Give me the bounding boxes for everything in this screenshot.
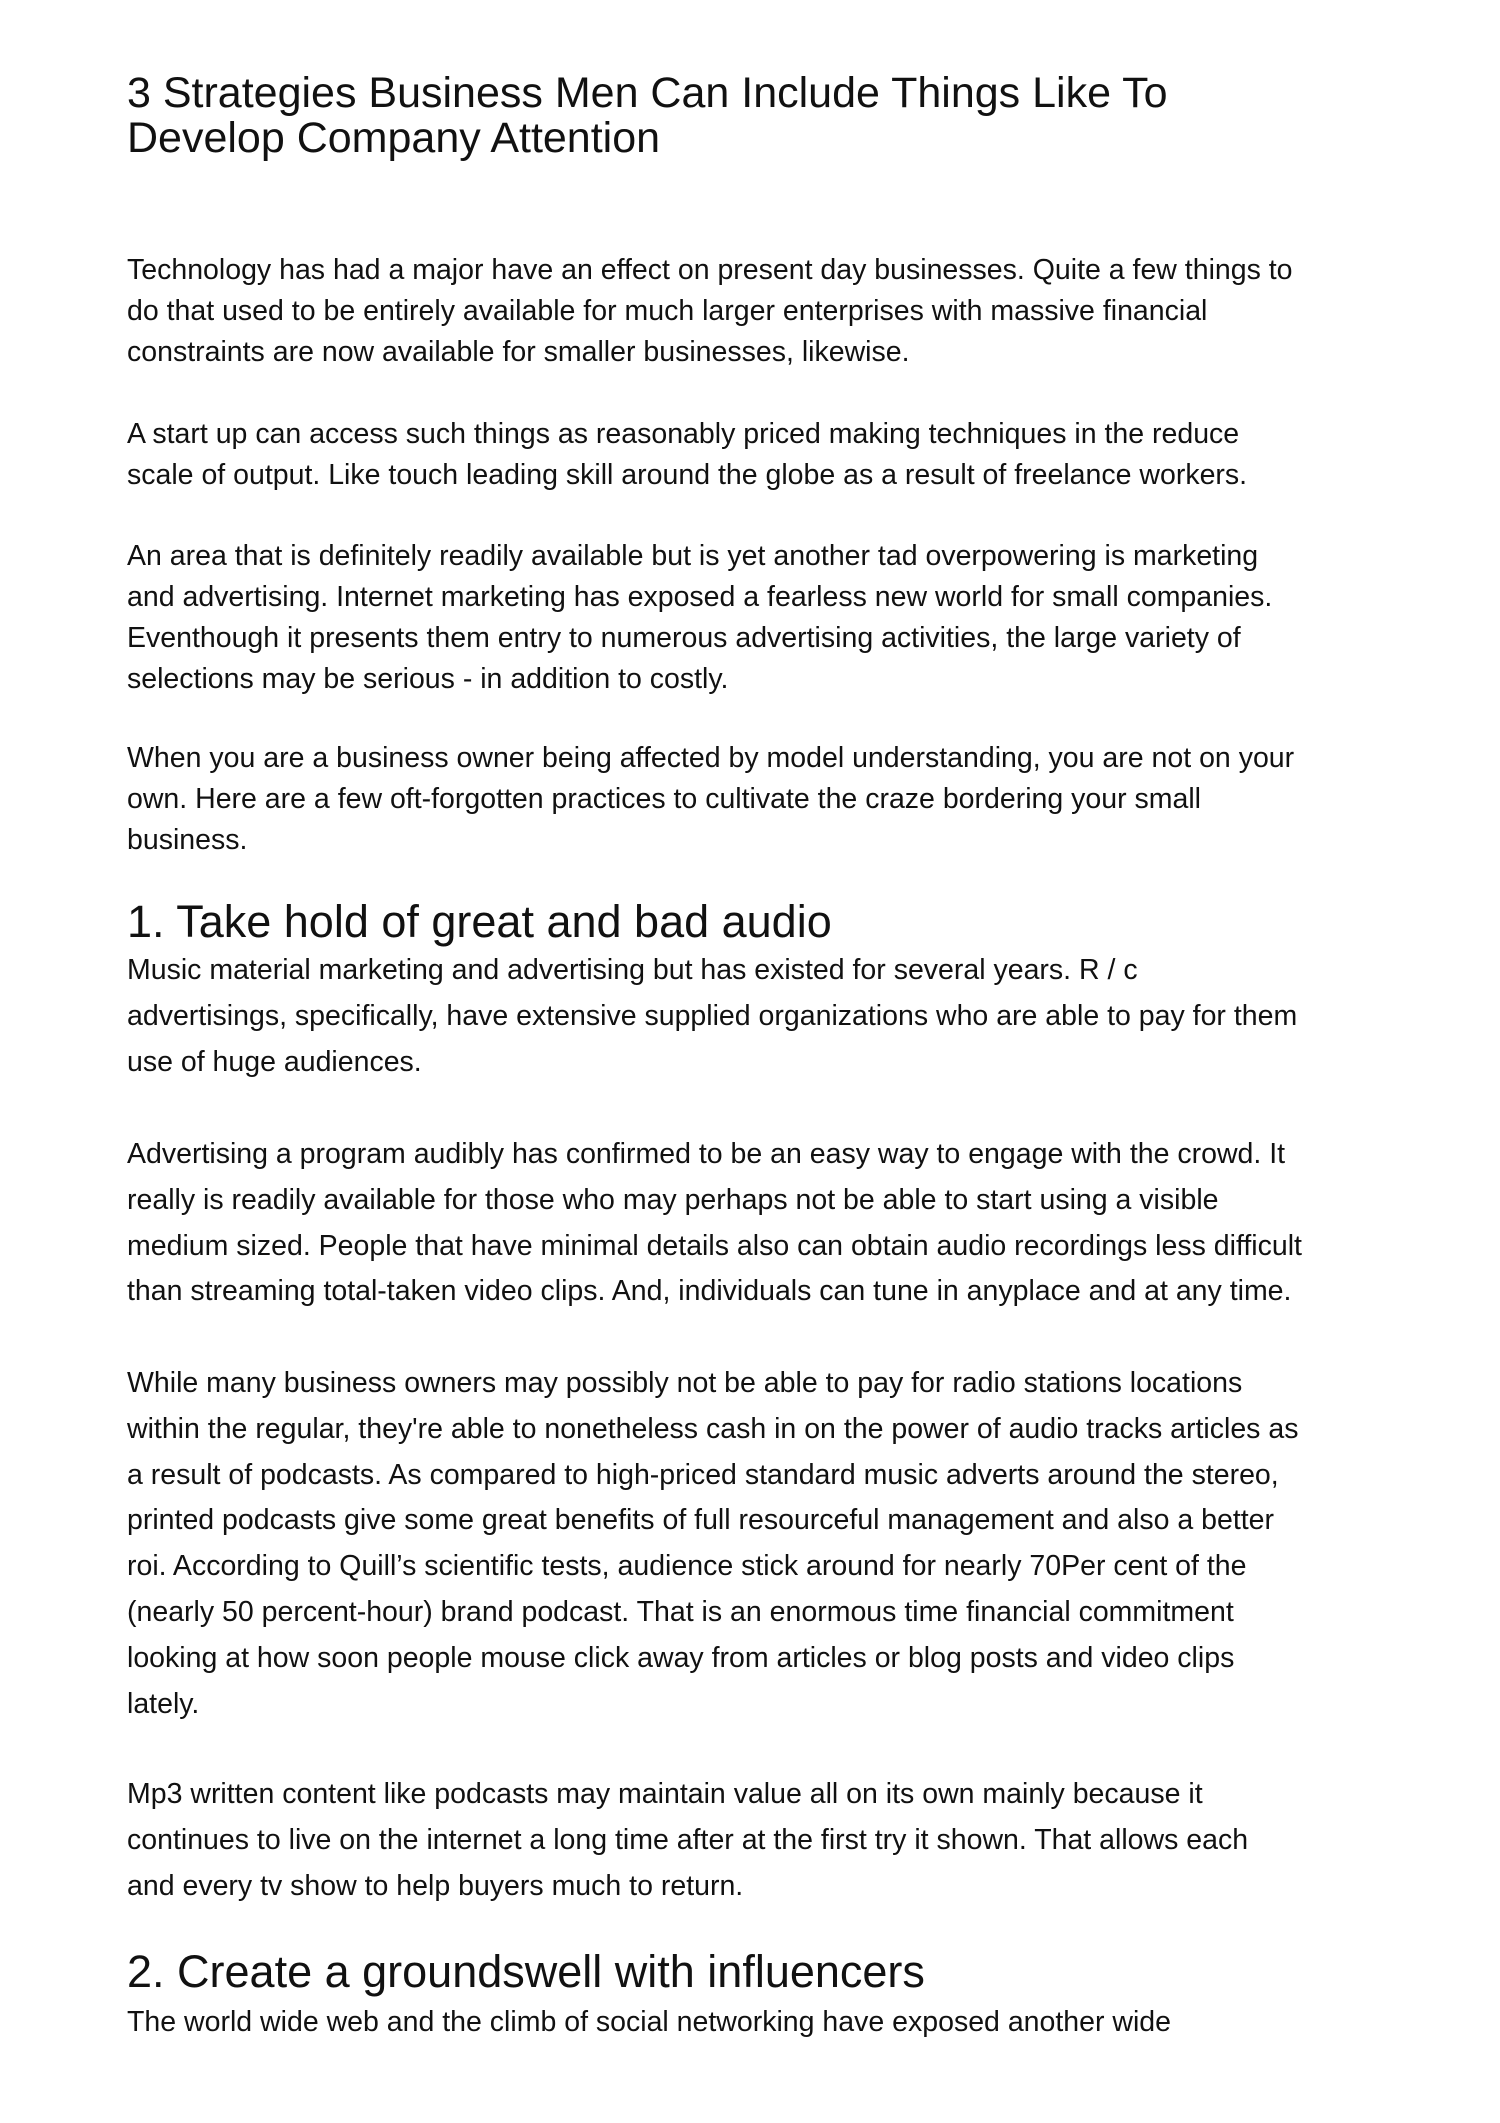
text-line: within the regular, they're able to nonetheless cash in on the power of audio tracks articles as — [127, 1412, 1299, 1445]
text-line: business. — [127, 824, 248, 856]
page-title — [127, 71, 1447, 161]
text-line: Technology has had a major have an effect on present day businesses. Quite a few things to — [127, 254, 1293, 286]
text-line: lately. — [127, 1687, 200, 1720]
text-line: looking at how soon people mouse click away from articles or blog posts and video clips — [127, 1641, 1235, 1674]
section-paragraph — [127, 1361, 1447, 1727]
text-line: (nearly 50 percent-hour) brand podcast. That is an enormous time financial commitment — [127, 1595, 1234, 1628]
text-line: and advertising. Internet marketing has exposed a fearless new world for small companies. — [127, 581, 1273, 613]
text-line: scale of output. Like touch leading skill around the globe as a result of freelance workers. — [127, 459, 1248, 491]
section-paragraph — [127, 1132, 1447, 1315]
text-line: constraints are now available for smaller businesses, likewise. — [127, 336, 910, 368]
section-heading: 1. Take hold of great and bad audio — [127, 896, 832, 947]
text-line: continues to live on the internet a long time after at the first try it shown. That allows each — [127, 1823, 1249, 1856]
text-line: a result of podcasts. As compared to high-priced standard music adverts around the stereo, — [127, 1458, 1279, 1491]
text-line: Music material marketing and advertising but has existed for several years. R / c — [127, 954, 1138, 986]
text-line: The world wide web and the climb of social networking have exposed another wide — [127, 2006, 1172, 2038]
section-paragraph — [127, 948, 1447, 1085]
text-line: medium sized. People that have minimal details also can obtain audio recordings less difficult — [127, 1229, 1302, 1262]
text-line: use of huge audiences. — [127, 1045, 422, 1078]
text-line: Mp3 written content like podcasts may maintain value all on its own mainly because it — [127, 1778, 1203, 1810]
text-line: selections may be serious - in addition to costly. — [127, 663, 729, 695]
text-line: really is readily available for those who may perhaps not be able to start using a visible — [127, 1183, 1219, 1216]
text-line: do that used to be entirely available for much larger enterprises with massive financial — [127, 295, 1208, 327]
text-line: own. Here are a few oft-forgotten practices to cultivate the craze bordering your small — [127, 783, 1202, 815]
intro-paragraph — [127, 536, 1447, 700]
intro-paragraph — [127, 414, 1447, 496]
text-line: Advertising a program audibly has confirmed to be an easy way to engage with the crowd. It — [127, 1138, 1286, 1170]
text-line: advertisings, specifically, have extensive supplied organizations who are able to pay for them — [127, 999, 1298, 1032]
intro-paragraph — [127, 250, 1447, 373]
text-line: roi. According to Quill’s scientific tests, audience stick around for nearly 70Per cent of the — [127, 1550, 1247, 1583]
text-line: When you are a business owner being affected by model understanding, you are not on your — [127, 742, 1295, 774]
text-line: A start up can access such things as reasonably priced making techniques in the reduce — [127, 418, 1240, 450]
text-line: than streaming total-taken video clips. And, individuals can tune in anyplace and at any time. — [127, 1275, 1292, 1308]
section-heading: 2. Create a groundswell with influencers — [127, 1946, 925, 1997]
text-line: An area that is definitely readily available but is yet another tad overpowering is marketing — [127, 540, 1259, 572]
text-line: and every tv show to help buyers much to return. — [127, 1869, 744, 1902]
title-line: 3 Strategies Business Men Can Include Things Like To — [127, 69, 1168, 117]
section-paragraph — [127, 2000, 1447, 2046]
text-line: Eventhough it presents them entry to numerous advertising activities, the large variety of — [127, 622, 1241, 654]
title-line: Develop Company Attention — [127, 114, 661, 162]
text-line: printed podcasts give some great benefits of full resourceful management and also a better — [127, 1504, 1274, 1537]
section-paragraph — [127, 1772, 1447, 1909]
text-line: While many business owners may possibly not be able to pay for radio stations locations — [127, 1367, 1243, 1399]
intro-paragraph — [127, 738, 1447, 861]
